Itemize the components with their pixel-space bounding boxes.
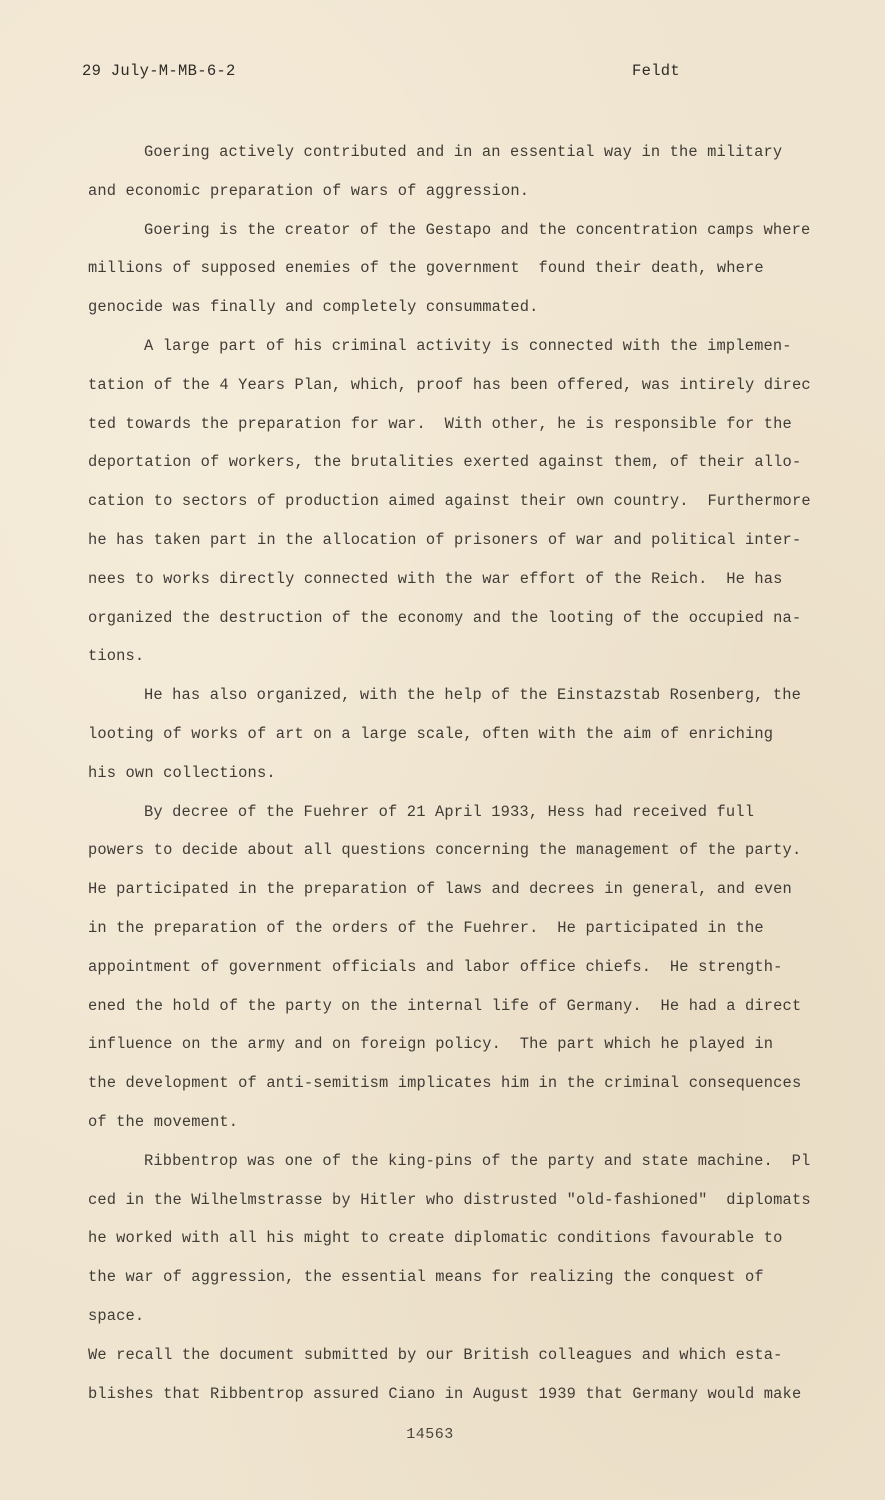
text-line: We recall the document submitted by our British colleagues and which esta- <box>88 1345 783 1364</box>
text-line: he worked with all his might to create diplomatic conditions favourable to <box>88 1229 783 1248</box>
text-line: organized the destruction of the economy and the looting of the occupied na- <box>88 608 802 627</box>
text-line: looting of works of art on a large scale, often with the aim of enriching <box>88 724 774 743</box>
text-line: the war of aggression, the essential means for realizing the conquest of <box>88 1268 764 1287</box>
text-line: cation to sectors of production aimed against their own country. Furthermore <box>88 492 811 511</box>
text-line: Goering is the creator of the Gestapo and the concentration camps where <box>144 220 811 239</box>
text-line: the development of anti-semitism implicates him in the criminal consequences <box>88 1074 802 1093</box>
text-line: in the preparation of the orders of the Fuehrer. He participated in the <box>88 918 764 937</box>
text-line: Ribbentrop was one of the king-pins of the party and state machine. Pl <box>144 1151 811 1170</box>
text-line: A large part of his criminal activity is connected with the implemen- <box>144 336 792 355</box>
text-line: of the movement. <box>88 1112 239 1131</box>
text-line: tions. <box>88 647 145 666</box>
text-line: ened the hold of the party on the internal life of Germany. He had a direct <box>88 996 802 1015</box>
text-line: He has also organized, with the help of the Einstazstab Rosenberg, the <box>144 686 802 705</box>
text-line: genocide was finally and completely consummated. <box>88 298 539 317</box>
text-line: nees to works directly connected with the war effort of the Reich. He has <box>88 569 783 588</box>
text-line: deportation of workers, the brutalities exerted against them, of their allo- <box>88 453 802 472</box>
text-line: tation of the 4 Years Plan, which, proof has been offered, was intirely direc <box>88 375 811 394</box>
text-line: appointment of government officials and labor office chiefs. He strength- <box>88 957 783 976</box>
text-line: and economic preparation of wars of aggression. <box>88 181 530 200</box>
speaker-name: Feldt <box>632 62 681 80</box>
text-line: he has taken part in the allocation of prisoners of war and political inter- <box>88 530 802 549</box>
text-line: He participated in the preparation of laws and decrees in general, and even <box>88 880 792 899</box>
text-line: ced in the Wilhelmstrasse by Hitler who distrusted "old-fashioned" diplomats <box>88 1190 811 1209</box>
text-line: powers to decide about all questions concerning the management of the party. <box>88 841 802 860</box>
text-line: his own collections. <box>88 763 276 782</box>
text-line: Goering actively contributed and in an essential way in the military <box>144 143 783 161</box>
text-line: millions of supposed enemies of the government found their death, where <box>88 259 764 278</box>
text-line: influence on the army and on foreign policy. The part which he played in <box>88 1035 774 1054</box>
text-line: By decree of the Fuehrer of 21 April 1933, Hess had received full <box>144 802 755 821</box>
text-line: space. <box>88 1306 145 1325</box>
page-number: 14563 <box>406 1426 454 1443</box>
body-text <box>88 133 833 1413</box>
text-line: ted towards the preparation for war. With other, he is responsible for the <box>88 414 792 433</box>
transcript-reference: 29 July-M-MB-6-2 <box>82 62 236 80</box>
text-line: blishes that Ribbentrop assured Ciano in August 1939 that Germany would make <box>88 1384 802 1403</box>
